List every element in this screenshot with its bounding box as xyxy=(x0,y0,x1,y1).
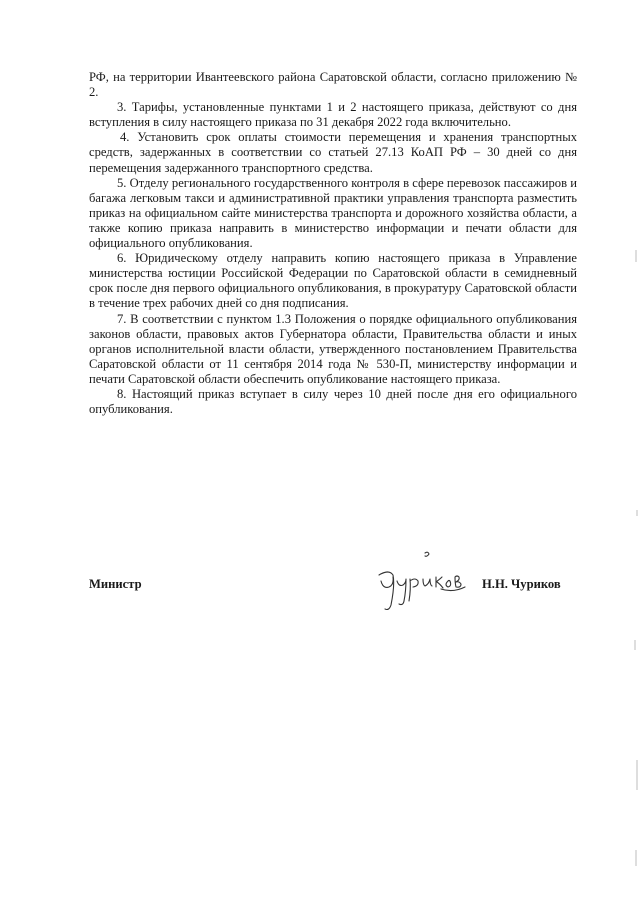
signature-block xyxy=(89,577,589,637)
paragraph-6: 6. Юридическому отделу направить копию настоящего приказа в Управление министерства юстиции Российской Федерации по Саратовской области в семидневный срок после дня первого официального опубликования, в прокуратуру Саратовской области в течение трех рабочих дней со дня подписания. xyxy=(89,251,577,311)
paragraph-7: 7. В соответствии с пунктом 1.3 Положения о порядке официального опубликования законов области, правовых актов Губернатора области, Правительства области и иных органов исполнительной власти области, утвержденного постановлением Правительства Саратовской области от 11 сентября 2014 года № 530-П, министерству информации и печати Саратовской области обеспечить опубликование настоящего приказа. xyxy=(89,311,577,386)
paragraph-continuation: РФ, на территории Ивантеевского района Саратовской области, согласно приложению № 2. xyxy=(89,70,577,100)
scan-edge-marks xyxy=(631,0,640,905)
signer-name: Н.Н. Чуриков xyxy=(482,577,561,591)
paragraph-3: 3. Тарифы, установленные пунктами 1 и 2 настоящего приказа, действуют со дня вступления в силу настоящего приказа по 31 декабря 2022 года включительно. xyxy=(89,100,577,130)
document-body xyxy=(89,70,577,417)
paragraph-4: 4. Установить срок оплаты стоимости перемещения и хранения транспортных средств, задержанных в соответствии со статьей 27.13 КоАП РФ – 30 дней со дня перемещения задержанного транспортного средства. xyxy=(89,130,577,175)
paragraph-5: 5. Отделу регионального государственного контроля в сфере перевозок пассажиров и багажа легковым такси и административной практики управления транспорта разместить приказ на официальном сайте министерства транспорта и дорожного хозяйства области, а также копию приказа направить в министерство информации и печати области для официального опубликования. xyxy=(89,175,577,251)
paragraph-8: 8. Настоящий приказ вступает в силу через 10 дней после дня его официального опубликования. xyxy=(89,386,577,417)
handwritten-signature xyxy=(375,545,475,615)
signer-title: Министр xyxy=(89,577,142,591)
